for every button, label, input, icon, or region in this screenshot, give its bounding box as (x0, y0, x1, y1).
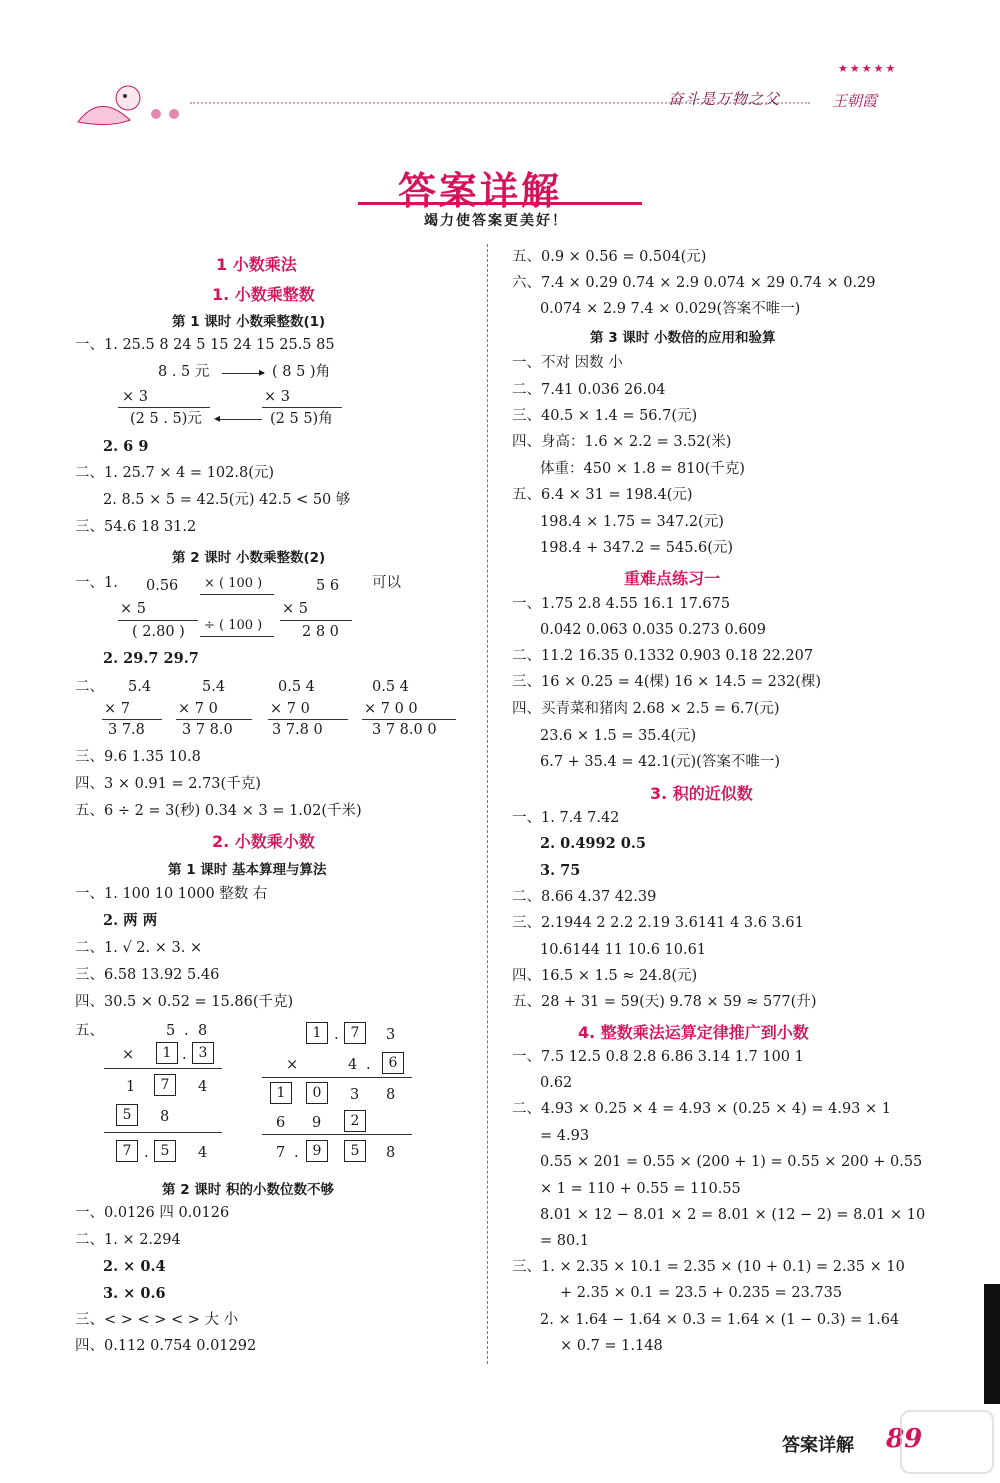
calc-digit: 4 (198, 1145, 208, 1161)
answer-line: 0.62 (540, 1075, 573, 1091)
calc-value: ( 8 5 )角 (272, 364, 331, 380)
calc-digit: 8 (160, 1109, 170, 1125)
answer-line: 一、1. 25.5 8 24 5 15 24 15 25.5 85 (75, 337, 335, 353)
calc-multiplier: × 7 0 (270, 701, 310, 717)
page-subtitle: 竭力使答案更美好！ (424, 213, 568, 229)
calc-multiplier: × 7 0 (178, 701, 218, 717)
calc-digit: 3 (386, 1027, 396, 1043)
calc-digit: 8 (198, 1023, 208, 1039)
answer-line: 三、40.5 × 1.4 = 56.7(元) (512, 408, 698, 424)
brand-logo: 王朝霞 (832, 92, 878, 110)
calc-digit: 4 (348, 1057, 358, 1073)
calc-prefix: 一、1. (75, 575, 118, 591)
answer-line: 一、7.5 12.5 0.8 2.8 6.86 3.14 1.7 100 1 (512, 1049, 804, 1065)
right-arrow-icon (222, 373, 264, 374)
calc-digit: . (334, 1027, 339, 1043)
answer-line: 四、身高：1.6 × 2.2 = 3.52(米) (512, 434, 732, 450)
calc-rule (104, 1132, 222, 1133)
lesson-title: 第 3 课时 小数倍的应用和验算 (590, 330, 776, 346)
calc-multiplier: × 5 (282, 601, 308, 617)
answer-line: × 1 = 110 + 0.55 = 110.55 (540, 1181, 741, 1197)
answer-line: 三、16 × 0.25 = 4(棵) 16 × 14.5 = 232(棵) (512, 674, 822, 690)
calc-digit: 7 (276, 1145, 286, 1161)
answer-line: 二、4.93 × 0.25 × 4 = 4.93 × (0.25 × 4) = 4.93 × 1 (512, 1101, 891, 1117)
answer-box: 0 (306, 1082, 328, 1104)
calc-multiplier: × 3 (122, 389, 148, 405)
answer-line: 三、9.6 1.35 10.8 (75, 749, 201, 765)
arrow-head-icon: ▸ (259, 365, 266, 379)
calc-prefix: 五、 (75, 1023, 104, 1039)
calc-digit: 1 (126, 1079, 136, 1095)
chapter-title: 1 小数乘法 (216, 255, 297, 274)
answer-line: 三、2.1944 2 2.2 2.19 3.6141 4 3.6 3.61 (512, 915, 804, 931)
answer-line: 三、< > < > < > 大 小 (75, 1312, 239, 1328)
answer-box: 1 (270, 1082, 292, 1104)
answer-line: 2. 两 两 (103, 912, 158, 929)
calc-digit: 8 (386, 1087, 396, 1103)
watermark (900, 1410, 994, 1474)
calc-value: 8 . 5 元 (158, 364, 210, 380)
lesson-title: 第 1 课时 小数乘整数(1) (172, 314, 326, 330)
left-arrow-icon (220, 419, 262, 420)
answer-line: 四、买青菜和猪肉 2.68 × 2.5 = 6.7(元) (512, 701, 780, 717)
answer-box: 9 (306, 1140, 328, 1162)
side-tab (984, 1284, 1000, 1404)
answer-line: 2. 6 9 (103, 438, 149, 455)
answer-box: 7 (116, 1140, 138, 1162)
answer-line: 四、30.5 × 0.52 = 15.86(千克) (75, 994, 294, 1010)
calc-digit: . (184, 1023, 189, 1039)
calc-rule (118, 620, 198, 621)
answer-line: 198.4 × 1.75 = 347.2(元) (540, 514, 724, 530)
page-number: 89 (886, 1424, 923, 1454)
answer-line: 二、8.66 4.37 42.39 (512, 889, 657, 905)
calc-value: 0.5 4 (278, 679, 315, 695)
answer-box: 5 (154, 1140, 176, 1162)
answer-line: 一、1. 100 10 1000 整数 右 (75, 886, 268, 902)
answer-line: 0.074 × 2.9 7.4 × 0.029(答案不唯一) (540, 301, 801, 317)
answer-line: 二、11.2 16.35 0.1332 0.903 0.18 22.207 (512, 648, 814, 664)
answer-box: 1 (306, 1022, 328, 1044)
answer-line: 3. 75 (540, 862, 581, 879)
calc-digit: . (182, 1047, 187, 1063)
calc-digit: 4 (198, 1079, 208, 1095)
calc-operation: × ( 100 ) (204, 576, 263, 591)
calc-multiplier: × 7 0 0 (364, 701, 418, 717)
calc-result: 3 7.8 0 (272, 722, 323, 738)
lesson-title: 第 1 课时 基本算理与算法 (168, 862, 327, 878)
answer-line: 三、54.6 18 31.2 (75, 519, 197, 535)
answer-box: 2 (344, 1110, 366, 1132)
section-title: 3. 积的近似数 (650, 784, 753, 803)
calc-result: 3 7 8.0 0 (372, 722, 437, 738)
stars-icon: ★★★★★ (838, 62, 898, 75)
calc-value: 0.56 (146, 578, 179, 594)
answer-line: 四、3 × 0.91 = 2.73(千克) (75, 776, 261, 792)
answer-line: 二、1. √ 2. × 3. × (75, 940, 203, 956)
calc-rule (262, 1077, 412, 1078)
answer-box: 5 (116, 1104, 138, 1126)
answer-line: 二、1. × 2.294 (75, 1232, 181, 1248)
calc-rule (104, 1068, 222, 1069)
answer-line: 3. × 0.6 (103, 1285, 166, 1302)
answer-line: 五、6.4 × 31 = 198.4(元) (512, 487, 693, 503)
answer-line: 一、0.0126 四 0.0126 (75, 1205, 230, 1221)
answer-line: 10.6144 11 10.6 10.61 (540, 942, 707, 958)
answer-line: 23.6 × 1.5 = 35.4(元) (540, 728, 697, 744)
calc-value: 5 6 (316, 578, 340, 594)
calc-digit: . (144, 1145, 149, 1161)
answer-line: 五、0.9 × 0.56 = 0.504(元) (512, 249, 707, 265)
calc-rule (268, 719, 348, 720)
answer-line: 一、不对 因数 小 (512, 355, 623, 371)
answer-line: = 80.1 (540, 1233, 590, 1249)
calc-value: 5.4 (202, 679, 226, 695)
answer-line: 198.4 + 347.2 = 545.6(元) (540, 540, 734, 556)
header-motto: 奋斗是万物之父 (668, 90, 781, 108)
answer-line: 一、1.75 2.8 4.55 16.1 17.675 (512, 596, 731, 612)
answer-line: 0.042 0.063 0.035 0.273 0.609 (540, 622, 766, 638)
answer-box: 3 (192, 1042, 214, 1064)
calc-digit: . (366, 1057, 371, 1073)
calc-rule (118, 407, 210, 408)
calc-digit: 9 (312, 1115, 322, 1131)
answer-line: 二、1. 25.7 × 4 = 102.8(元) (75, 465, 275, 481)
page-title: 答案详解 (398, 169, 563, 213)
arrow-head-icon: ◂ (214, 411, 221, 425)
answer-box: 7 (154, 1074, 176, 1096)
answer-line: 二、7.41 0.036 26.04 (512, 382, 666, 398)
answer-line: + 2.35 × 0.1 = 23.5 + 0.235 = 23.735 (560, 1285, 843, 1301)
calc-multiplier: × 5 (120, 601, 146, 617)
calc-value: 0.5 4 (372, 679, 409, 695)
calc-multiplier: × 7 (104, 701, 130, 717)
lesson-title: 第 2 课时 积的小数位数不够 (162, 1182, 334, 1198)
footer-label: 答案详解 (782, 1435, 854, 1456)
calc-operation: ÷ ( 100 ) (204, 618, 263, 633)
answer-box: 6 (382, 1052, 404, 1074)
answer-line: 2. × 1.64 − 1.64 × 0.3 = 1.64 × (1 − 0.3) = 1.64 (540, 1312, 900, 1328)
calc-digit: . (294, 1145, 299, 1161)
calc-digit: × (122, 1047, 135, 1063)
answer-line: 四、0.112 0.754 0.01292 (75, 1338, 257, 1354)
answer-line: 2. 8.5 × 5 = 42.5(元) 42.5 < 50 够 (103, 492, 351, 508)
calc-result: 3 7 8.0 (182, 722, 233, 738)
answer-line: 2. 29.7 29.7 (103, 650, 199, 667)
answer-line: 8.01 × 12 − 8.01 × 2 = 8.01 × (12 − 2) = 8.01 × 10 (540, 1207, 926, 1223)
answer-line: × 0.7 = 1.148 (560, 1338, 663, 1354)
answer-box: 5 (344, 1140, 366, 1162)
answer-line: 2. × 0.4 (103, 1258, 166, 1275)
answer-line: 2. 0.4992 0.5 (540, 835, 646, 852)
header-decoration (70, 72, 190, 132)
section-title: 2. 小数乘小数 (212, 832, 315, 851)
calc-result: 3 7.8 (108, 722, 145, 738)
answer-box: 7 (344, 1022, 366, 1044)
calc-rule (280, 620, 352, 621)
calc-rule (362, 719, 456, 720)
section-title: 重难点练习一 (624, 569, 721, 588)
calc-multiplier: × 3 (264, 389, 290, 405)
answer-line: 五、28 + 31 = 59(天) 9.78 × 59 ≈ 577(升) (512, 994, 817, 1010)
answer-line: 六、7.4 × 0.29 0.74 × 2.9 0.074 × 29 0.74 × 0.29 (512, 275, 876, 291)
calc-digit: × (286, 1057, 299, 1073)
calc-digit: 3 (350, 1087, 360, 1103)
section-title: 4. 整数乘法运算定律推广到小数 (578, 1023, 809, 1042)
answer-line: 一、1. 7.4 7.42 (512, 810, 620, 826)
calc-digit: 6 (276, 1115, 286, 1131)
calc-note: 可以 (372, 575, 401, 591)
lesson-title: 第 2 课时 小数乘整数(2) (172, 550, 326, 566)
section-title: 1. 小数乘整数 (212, 285, 315, 304)
calc-result: 2 8 0 (302, 624, 339, 640)
cartoon-logo-icon (70, 72, 190, 132)
right-arrow-icon (200, 594, 274, 595)
calc-rule (102, 719, 162, 720)
calc-rule (176, 719, 252, 720)
calc-prefix: 二、 (75, 679, 104, 695)
calc-digit: 5 (166, 1023, 176, 1039)
answer-line: = 4.93 (540, 1128, 590, 1144)
calc-result: (2 5 5)角 (270, 411, 333, 427)
answer-line: 五、6 ÷ 2 = 3(秒) 0.34 × 3 = 1.02(千米) (75, 803, 362, 819)
title-underline (358, 202, 642, 205)
answer-line: 三、1. × 2.35 × 10.1 = 2.35 × (10 + 0.1) = 2.35 × 10 (512, 1259, 905, 1275)
column-divider (487, 244, 488, 1364)
answer-box: 1 (156, 1042, 178, 1064)
calc-result: (2 5 . 5)元 (130, 411, 202, 427)
calc-rule (262, 1134, 412, 1135)
answer-line: 四、16.5 × 1.5 ≈ 24.8(元) (512, 968, 698, 984)
calc-value: 5.4 (128, 679, 152, 695)
answer-line: 三、6.58 13.92 5.46 (75, 967, 220, 983)
left-arrow-icon (200, 636, 274, 637)
answer-line: 0.55 × 201 = 0.55 × (200 + 1) = 0.55 × 200 + 0.55 (540, 1154, 923, 1170)
calc-rule (262, 407, 342, 408)
answer-line: 6.7 + 35.4 = 42.1(元)(答案不唯一) (540, 754, 780, 770)
answer-line: 体重：450 × 1.8 = 810(千克) (540, 461, 745, 477)
calc-digit: 8 (386, 1145, 396, 1161)
calc-result: ( 2.80 ) (132, 624, 185, 640)
